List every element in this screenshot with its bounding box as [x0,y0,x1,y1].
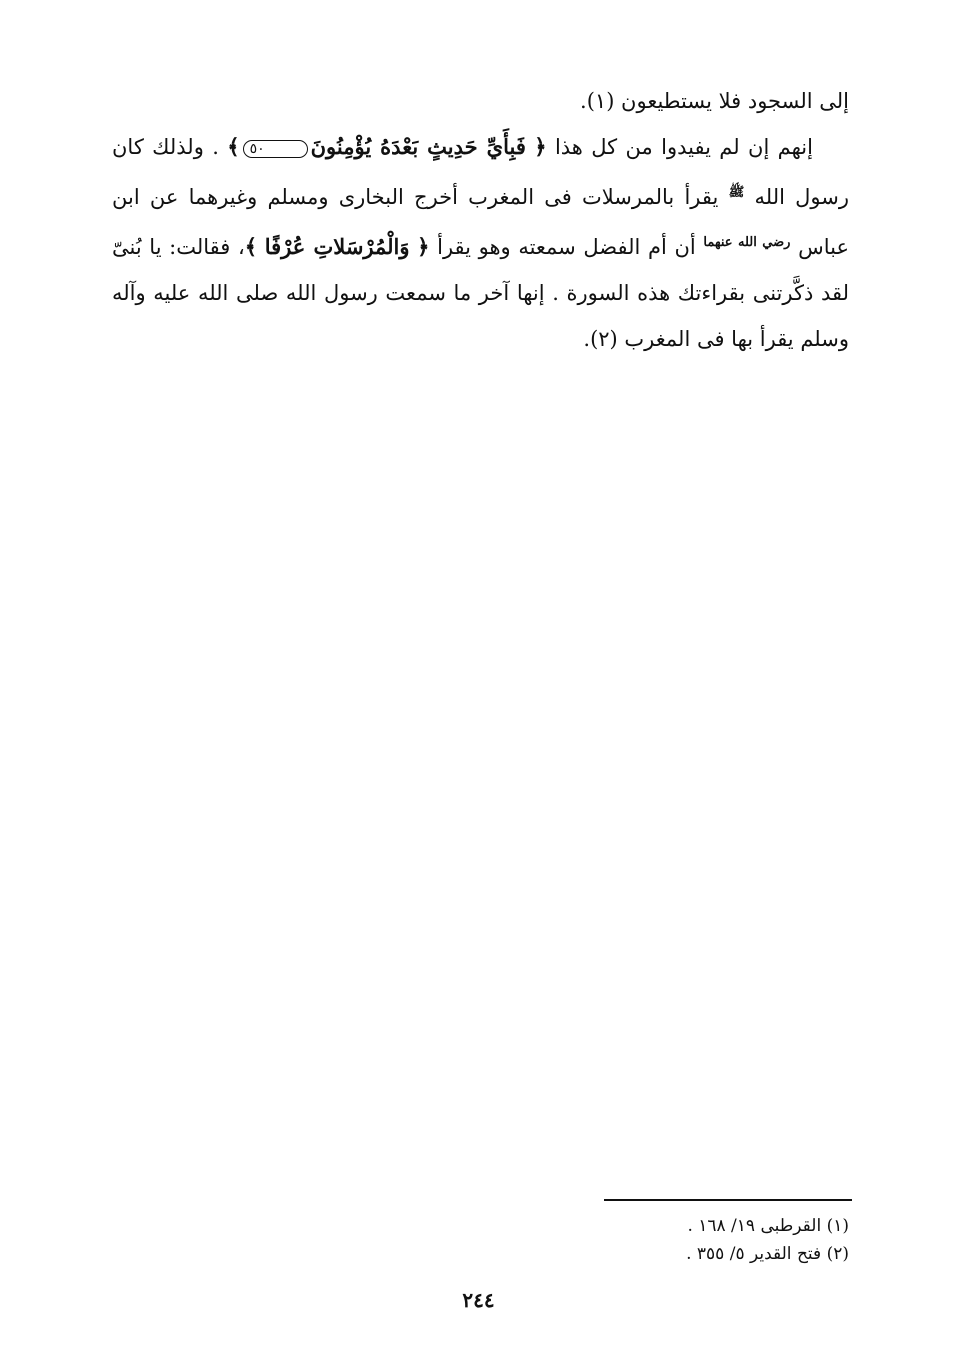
quran-open-bracket-2: ﴿ [417,234,430,259]
main-paragraph [112,124,849,362]
continued-paragraph-line: إلى السجود فلا يستطيعون (١). [580,89,849,113]
quran-verse-2: وَالْمُرْسَلاتِ عُرْفًا [264,234,410,259]
paragraph-end: ، فقالت: يا بُنىّ لقد ذكَّرتنى بقراءتك هذه السورة . إنها آخر ما سمعت رسول الله صلى الله عليه وآله وسلم يقرأ بها فى المغرب (٢). [112,235,849,351]
quran-open-bracket-1: ﴿ [534,134,547,159]
prophet-honorific-glyph: ﷺ [728,185,745,200]
companion-honorific-glyph: رضي الله عنهما [703,235,791,250]
footnote-1: (١) القرطبى ١٩/ ١٦٨ . [687,1216,849,1236]
footnotes [449,1212,849,1268]
paragraph-after-verse: . ولذلك كان رسول الله [112,135,850,209]
paragraph-intro: إنهم إن لم يفيدوا من كل هذا [554,135,813,159]
body-text [112,78,849,362]
paragraph-middle-2: أن أم الفضل سمعته وهو يقرأ [437,235,696,259]
page-number: ٢٤٤ [462,1288,495,1312]
quran-close-bracket-1: ﴾ [227,134,240,159]
footnote-2: (٢) فتح القدير ٥/ ٣٥٥ . [686,1244,849,1264]
footnote-divider [604,1199,852,1201]
quran-close-bracket-2: ﴾ [244,234,258,259]
ayah-number-marker: ٥٠ [243,140,308,158]
paragraph-middle: يقرأ بالمرسلات فى المغرب أخرج البخارى ومسلم وغيرهما عن ابن عباس [112,185,850,259]
quran-verse-1: فَبِأَيِّ حَدِيثٍ بَعْدَهُ يُؤْمِنُونَ [310,134,526,159]
